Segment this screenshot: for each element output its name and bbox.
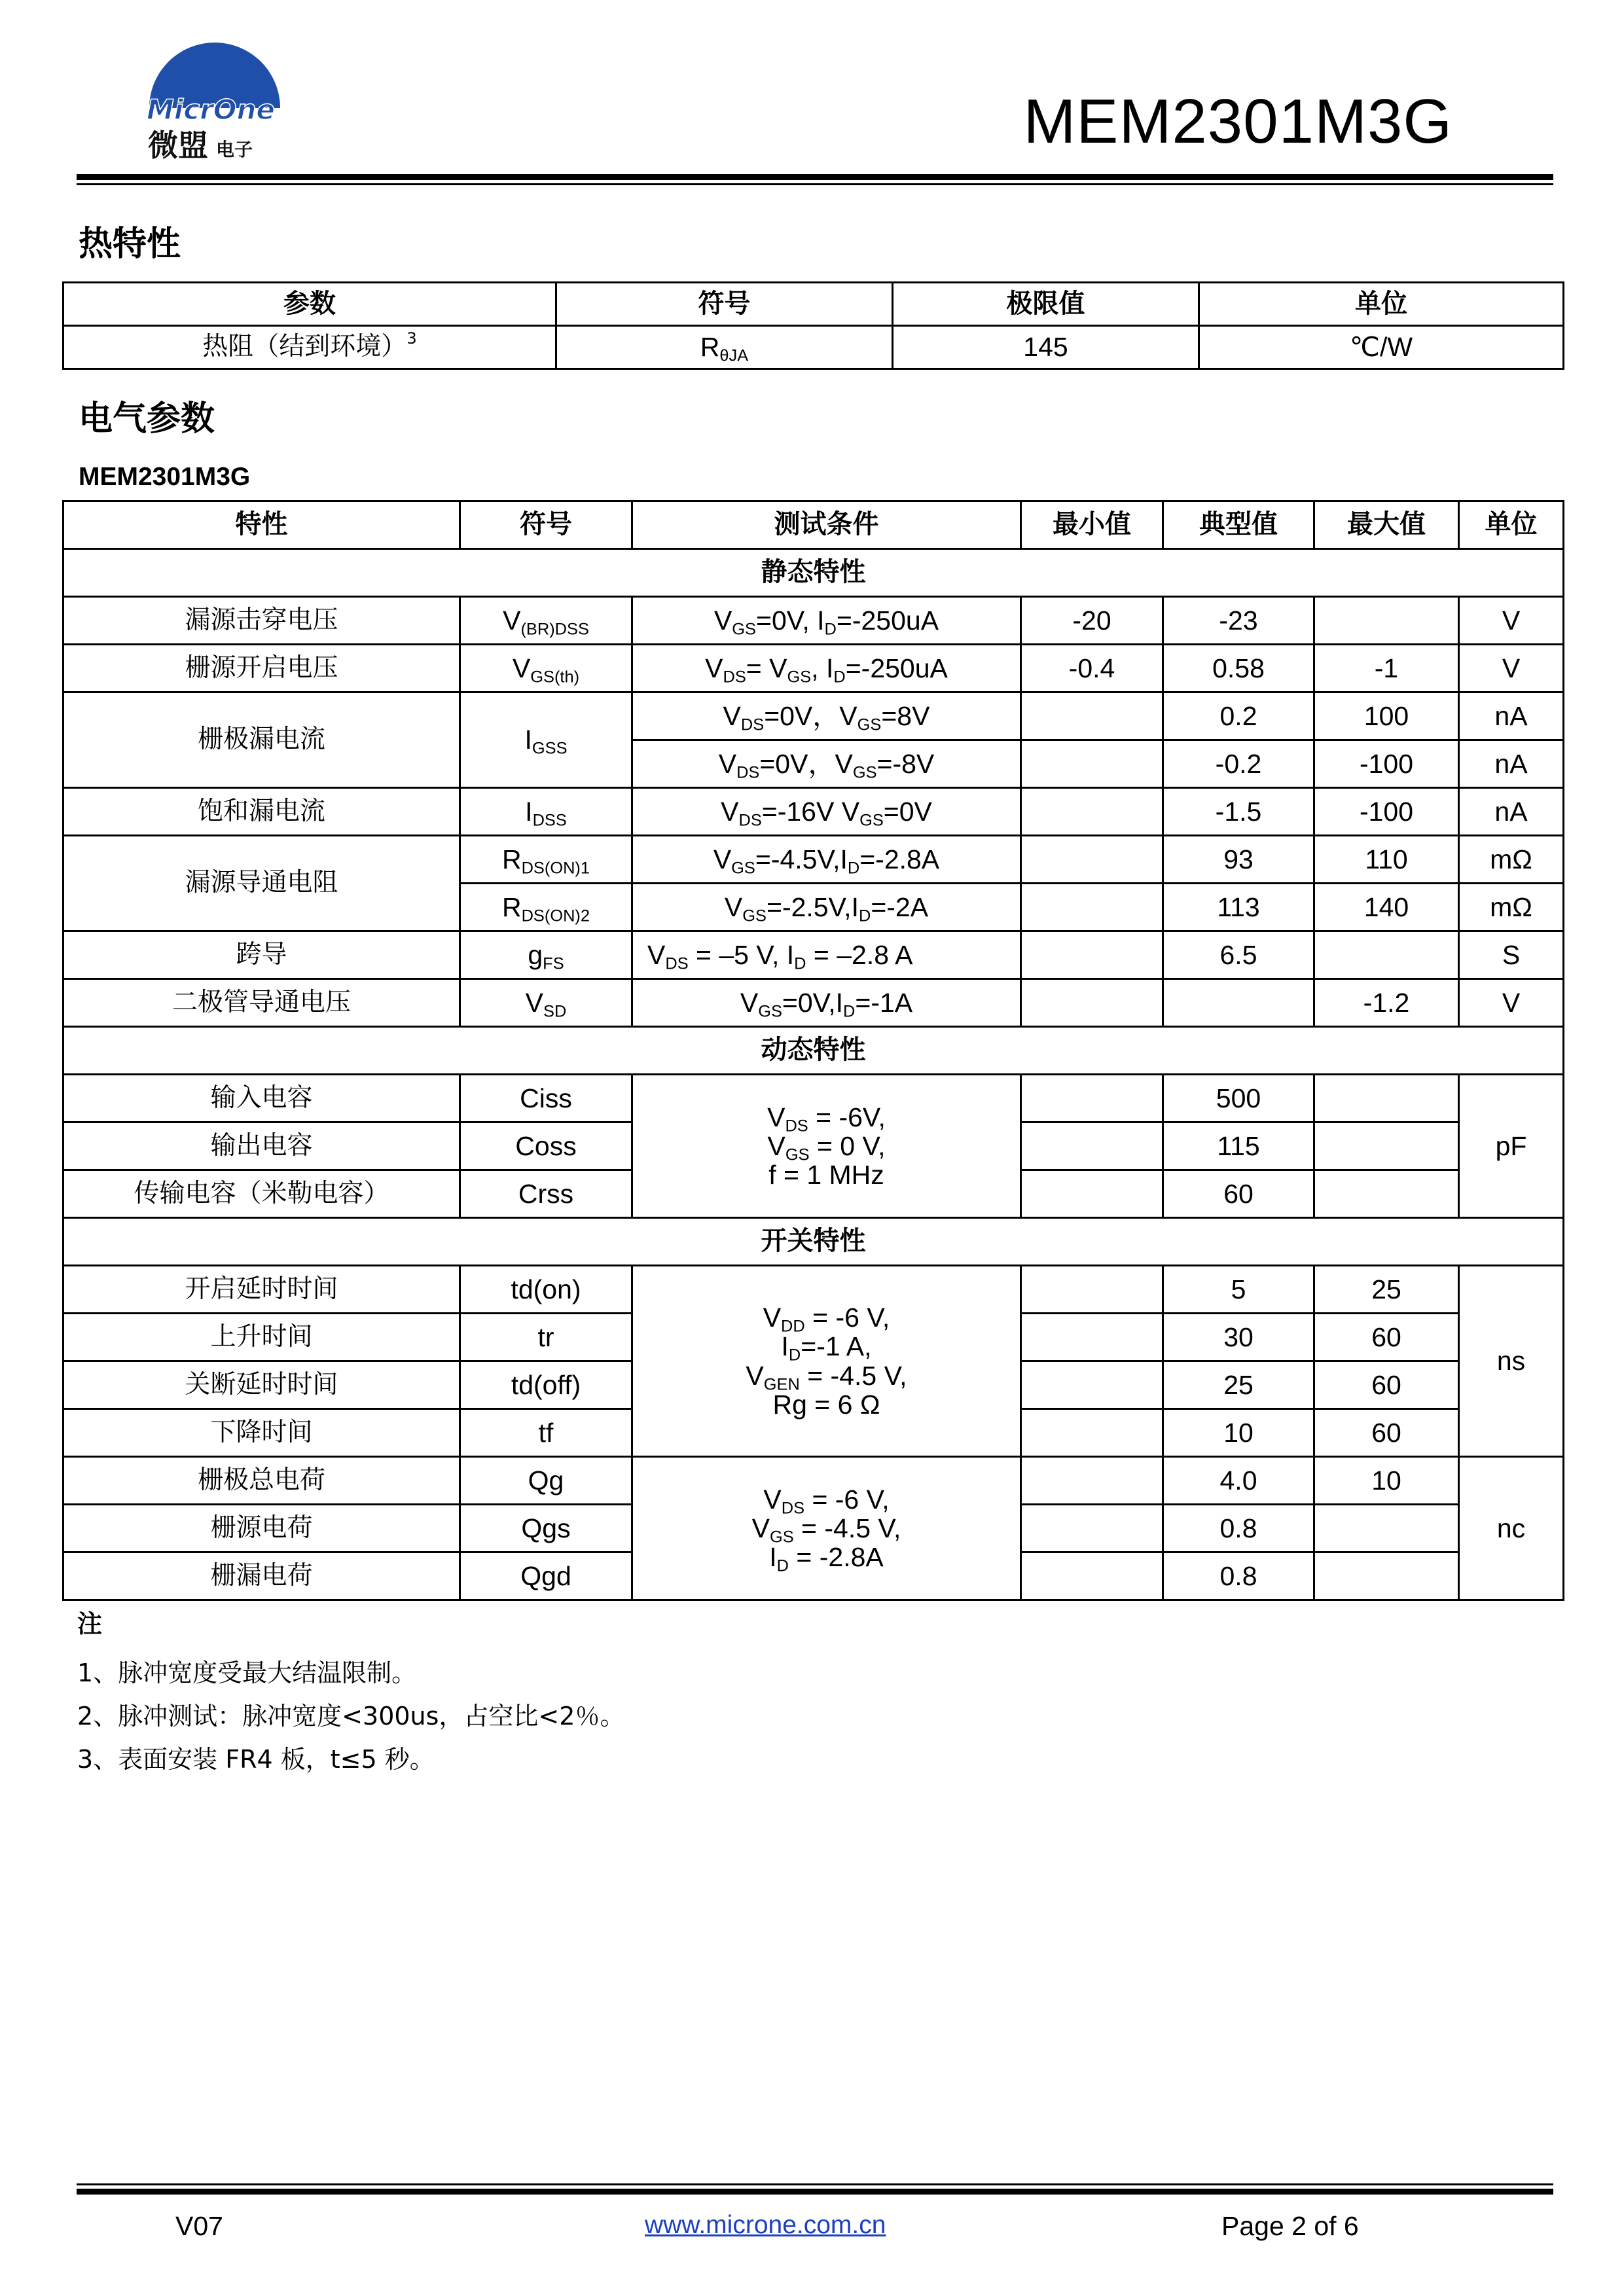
table-row-tdon	[63, 1266, 1564, 1314]
tr-max: 60	[1314, 1314, 1459, 1361]
switching-unit: ns	[1459, 1266, 1564, 1457]
idss-typ: -1.5	[1163, 788, 1314, 836]
bvdss-typ: -23	[1163, 597, 1314, 645]
crss-min	[1021, 1170, 1163, 1218]
vsd-unit: V	[1459, 979, 1564, 1027]
rdson-2-max: 140	[1314, 884, 1459, 931]
crss-name: 传输电容（米勒电容）	[63, 1170, 460, 1218]
logo-graphic	[143, 39, 287, 170]
dynamic-cond-line-1: $V_{DS} = -6V$,	[767, 1102, 886, 1136]
ciss-symbol: Ciss	[460, 1075, 632, 1122]
table-row-ciss	[63, 1075, 1564, 1122]
footer-website-link[interactable]: www.microne.com.cn	[645, 2211, 886, 2239]
vsd-typ	[1163, 979, 1314, 1027]
table-row-igss-1	[63, 692, 1564, 740]
tdoff-typ: 25	[1163, 1361, 1314, 1409]
tf-min	[1021, 1409, 1163, 1457]
tdoff-max: 60	[1314, 1361, 1459, 1409]
qgs-min	[1021, 1505, 1163, 1552]
footer-rule-thick	[77, 2189, 1553, 2195]
section-row-dynamic	[63, 1027, 1564, 1075]
rdson-2-condition: $V_{GS}=-2.5V,I_D=-2A$	[632, 884, 1021, 931]
footer-page-number: Page 2 of 6	[1221, 2211, 1359, 2241]
igss-2-typ: -0.2	[1163, 740, 1314, 788]
igss-2-condition: $V_{DS}=0V$，$V_{GS}=-8V$	[632, 740, 1021, 788]
rdson-2-typ: 113	[1163, 884, 1314, 931]
bvdss-unit: V	[1459, 597, 1564, 645]
thermal-col-limit: 极限值	[893, 283, 1199, 326]
gfs-typ: 6.5	[1163, 931, 1314, 979]
coss-typ: 115	[1163, 1122, 1314, 1170]
dynamic-cond-line-2: $V_{GS} = 0$ V,	[767, 1130, 886, 1164]
logo-brand-latin: MicrOne	[147, 94, 275, 126]
bvdss-name: 漏源击穿电压	[63, 597, 460, 645]
gfs-condition: $V_{DS} = -5$ V, $I_D = -2.8$ A	[632, 931, 1021, 979]
crss-typ: 60	[1163, 1170, 1314, 1218]
vgsth-max: -1	[1314, 645, 1459, 692]
col-max: 最大值	[1314, 501, 1459, 549]
table-row-bvdss	[63, 597, 1564, 645]
thermal-table	[62, 281, 1564, 370]
rdson-1-typ: 93	[1163, 836, 1314, 884]
idss-symbol: $I_{DSS}$	[460, 788, 632, 836]
coss-name: 输出电容	[63, 1122, 460, 1170]
igss-1-condition: $V_{DS}=0V$，$V_{GS}=8V$	[632, 692, 1021, 740]
col-characteristic: 特性	[63, 501, 460, 549]
qg-symbol: Qg	[460, 1457, 632, 1505]
col-symbol: 符号	[460, 501, 632, 549]
tr-symbol: tr	[460, 1314, 632, 1361]
thermal-param: 热阻（结到环境）	[202, 332, 407, 362]
tdon-typ: 5	[1163, 1266, 1314, 1314]
electrical-heading: 电气参数	[79, 399, 215, 439]
tf-max: 60	[1314, 1409, 1459, 1457]
thermal-col-param: 参数	[63, 283, 556, 326]
rdson-1-min	[1021, 836, 1163, 884]
qgd-symbol: Qgd	[460, 1552, 632, 1600]
idss-condition: $V_{DS}=-16V$ $V_{GS}=0V$	[632, 788, 1021, 836]
coss-min	[1021, 1122, 1163, 1170]
bvdss-max	[1314, 597, 1459, 645]
switching-condition	[632, 1266, 1021, 1457]
notes-heading: 注	[77, 1609, 103, 1638]
qg-typ: 4.0	[1163, 1457, 1314, 1505]
qgd-min	[1021, 1552, 1163, 1600]
vgsth-typ: 0.58	[1163, 645, 1314, 692]
rdson-1-unit: mΩ	[1459, 836, 1564, 884]
idss-name: 饱和漏电流	[63, 788, 460, 836]
bvdss-condition: $V_{GS}=0V$, $I_D=-250uA$	[632, 597, 1021, 645]
thermal-row	[63, 326, 1564, 369]
table-row-gfs	[63, 931, 1564, 979]
rdson-1-max: 110	[1314, 836, 1459, 884]
note-item: 1、脉冲宽度受最大结温限制。	[77, 1659, 417, 1687]
thermal-unit: ℃/W	[1199, 326, 1564, 369]
gate-charge-cond-line-1: $V_{DS} = -6$ V,	[763, 1484, 890, 1518]
gate-charge-condition	[632, 1457, 1021, 1600]
idss-min	[1021, 788, 1163, 836]
col-unit: 单位	[1459, 501, 1564, 549]
thermal-header-row	[63, 283, 1564, 326]
bvdss-min: -20	[1021, 597, 1163, 645]
gfs-max	[1314, 931, 1459, 979]
qg-min	[1021, 1457, 1163, 1505]
qgs-name: 栅源电荷	[63, 1505, 460, 1552]
tr-min	[1021, 1314, 1163, 1361]
igss-symbol: $I_{GSS}$	[460, 692, 632, 788]
qgd-max	[1314, 1552, 1459, 1600]
tdon-name: 开启延时时间	[63, 1266, 460, 1314]
igss-2-min	[1021, 740, 1163, 788]
tf-typ: 10	[1163, 1409, 1314, 1457]
qgd-name: 栅漏电荷	[63, 1552, 460, 1600]
rdson-1-condition: $V_{GS}=-4.5V,I_D=-2.8A$	[632, 836, 1021, 884]
thermal-heading: 热特性	[79, 224, 181, 264]
vsd-symbol: $V_{SD}$	[460, 979, 632, 1027]
ciss-min	[1021, 1075, 1163, 1122]
ciss-name: 输入电容	[63, 1075, 460, 1122]
qg-max: 10	[1314, 1457, 1459, 1505]
idss-unit: nA	[1459, 788, 1564, 836]
company-logo	[143, 39, 287, 170]
vgsth-min: -0.4	[1021, 645, 1163, 692]
ciss-typ: 500	[1163, 1075, 1314, 1122]
footer-rule-thin	[77, 2183, 1553, 2185]
dynamic-cond-line-3: f = 1 MHz	[768, 1160, 884, 1191]
rdson-1-symbol: $R_{DS(ON)1}$	[460, 836, 632, 884]
logo-brand-cn-small: 电子	[216, 139, 253, 160]
bvdss-symbol: $V_{(BR)DSS}$	[460, 597, 632, 645]
gfs-unit: S	[1459, 931, 1564, 979]
rdson-name: 漏源导通电阻	[63, 836, 460, 931]
tdon-max: 25	[1314, 1266, 1459, 1314]
logo-brand-cn: 微盟	[148, 128, 208, 163]
col-min: 最小值	[1021, 501, 1163, 549]
qgs-typ: 0.8	[1163, 1505, 1314, 1552]
igss-1-unit: nA	[1459, 692, 1564, 740]
vsd-condition: $V_{GS}=0V,I_D=-1A$	[632, 979, 1021, 1027]
qg-name: 栅极总电荷	[63, 1457, 460, 1505]
gfs-symbol: $g_{FS}$	[460, 931, 632, 979]
col-typ: 典型值	[1163, 501, 1314, 549]
thermal-symbol-cell	[556, 326, 893, 369]
qgs-max	[1314, 1505, 1459, 1552]
igss-2-max: -100	[1314, 740, 1459, 788]
crss-symbol: Crss	[460, 1170, 632, 1218]
rdson-2-min	[1021, 884, 1163, 931]
gate-charge-cond-line-3: $I_D = -2.8A$	[769, 1542, 884, 1575]
igss-1-min	[1021, 692, 1163, 740]
idss-max: -100	[1314, 788, 1459, 836]
col-test-condition: 测试条件	[632, 501, 1021, 549]
qgd-typ: 0.8	[1163, 1552, 1314, 1600]
switching-cond-line-3: $V_{GEN} = -4.5$ V,	[746, 1360, 907, 1394]
vgsth-name: 栅源开启电压	[63, 645, 460, 692]
note-item: 2、脉冲测试：脉冲宽度<300us，占空比<2％。	[77, 1702, 625, 1731]
thermal-value: 145	[893, 326, 1199, 369]
tdoff-min	[1021, 1361, 1163, 1409]
crss-max	[1314, 1170, 1459, 1218]
table-row-vgsth	[63, 645, 1564, 692]
table-row-rdson-1	[63, 836, 1564, 884]
header-rule-thin	[77, 183, 1553, 185]
section-static-label: 静态特性	[63, 549, 1564, 597]
section-switching-label: 开关特性	[63, 1218, 1564, 1266]
table-row-qg	[63, 1457, 1564, 1505]
gfs-min	[1021, 931, 1163, 979]
gfs-name: 跨导	[63, 931, 460, 979]
vgsth-symbol: $V_{GS(th)}$	[460, 645, 632, 692]
section-dynamic-label: 动态特性	[63, 1027, 1564, 1075]
qgs-symbol: Qgs	[460, 1505, 632, 1552]
dynamic-condition	[632, 1075, 1021, 1218]
dynamic-unit: pF	[1459, 1075, 1564, 1218]
section-row-static	[63, 549, 1564, 597]
document-title: MEM2301M3G	[1023, 86, 1453, 156]
tr-typ: 30	[1163, 1314, 1314, 1361]
thermal-param-cell	[63, 326, 556, 369]
igss-name: 栅极漏电流	[63, 692, 460, 788]
table-row-idss	[63, 788, 1564, 836]
coss-symbol: Coss	[460, 1122, 632, 1170]
notes-section	[77, 1604, 624, 1781]
electrical-table	[62, 500, 1564, 1601]
electrical-model-label: MEM2301M3G	[79, 463, 251, 491]
gate-charge-unit: nc	[1459, 1457, 1564, 1600]
igss-1-max: 100	[1314, 692, 1459, 740]
header-rule-thick	[77, 174, 1553, 180]
gate-charge-cond-line-2: $V_{GS} = -4.5$ V,	[751, 1513, 901, 1547]
tf-symbol: tf	[460, 1409, 632, 1457]
thermal-symbol: R	[700, 332, 720, 363]
vsd-name: 二极管导通电压	[63, 979, 460, 1027]
rdson-2-unit: mΩ	[1459, 884, 1564, 931]
section-row-switching	[63, 1218, 1564, 1266]
footer-version: V07	[175, 2211, 223, 2241]
tdon-symbol: td(on)	[460, 1266, 632, 1314]
rdson-2-symbol: $R_{DS(ON)2}$	[460, 884, 632, 931]
tr-name: 上升时间	[63, 1314, 460, 1361]
thermal-param-note: 3	[406, 329, 417, 348]
coss-max	[1314, 1122, 1459, 1170]
thermal-col-unit: 单位	[1199, 283, 1564, 326]
vgsth-unit: V	[1459, 645, 1564, 692]
tdoff-name: 关断延时时间	[63, 1361, 460, 1409]
note-item: 3、表面安装 FR4 板，t≤5 秒。	[77, 1745, 435, 1774]
tf-name: 下降时间	[63, 1409, 460, 1457]
switching-cond-line-4: Rg = 6 Ω	[772, 1389, 880, 1420]
ciss-max	[1314, 1075, 1459, 1122]
switching-cond-line-1: $V_{DD} = -6$ V,	[763, 1302, 890, 1336]
table-row-vsd	[63, 979, 1564, 1027]
vsd-max: -1.2	[1314, 979, 1459, 1027]
tdoff-symbol: td(off)	[460, 1361, 632, 1409]
thermal-symbol-sub: θJA	[719, 346, 749, 365]
igss-1-typ: 0.2	[1163, 692, 1314, 740]
vsd-min	[1021, 979, 1163, 1027]
igss-2-unit: nA	[1459, 740, 1564, 788]
tdon-min	[1021, 1266, 1163, 1314]
electrical-header-row	[63, 501, 1564, 549]
switching-cond-line-2: $I_D=-1$ A,	[781, 1331, 872, 1365]
vgsth-condition: $V_{DS}= V_{GS}$, $I_D=-250uA$	[632, 645, 1021, 692]
thermal-col-symbol: 符号	[556, 283, 893, 326]
